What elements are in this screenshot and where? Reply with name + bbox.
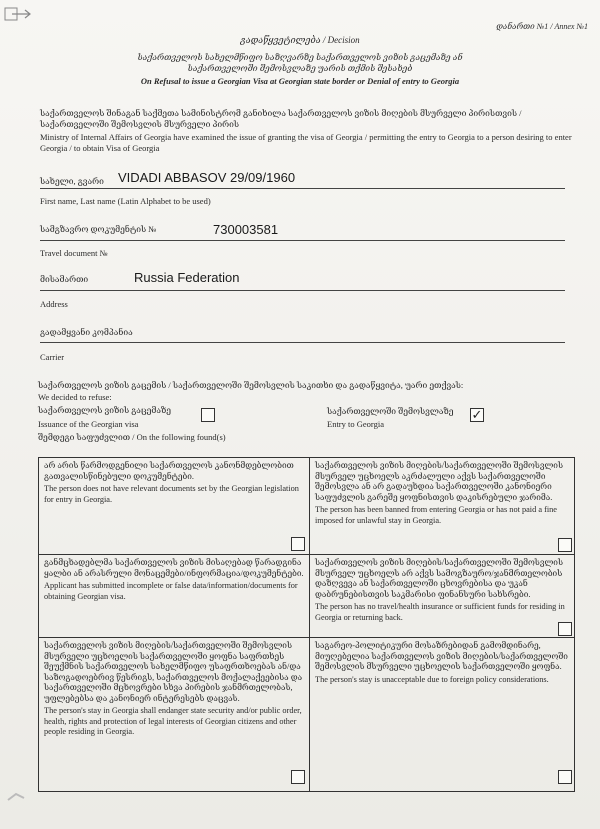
exit-arrow-icon	[4, 6, 32, 22]
intro-english: Ministry of Internal Affairs of Georgia have examined the issue of granting the visa of Georgia / permitting the entry to Georgia to a person desiring to enter Georgia / to obtain Visa of Georgia	[40, 132, 572, 153]
travel-doc-label-english: Travel document №	[40, 248, 108, 258]
visa-option-english: Issuance of the Georgian visa	[38, 419, 139, 429]
ground-text-georgian: საქართველოს ვიზის მიღების/საქართველოში შემოსვლის მსურველ უცხოელს აკრძალული აქვს საქართველოში შემოსვლა ან არ გადაუხდია საქართველოში კანონიერი საფუძვლის გარეშე ყოფნისთვის დაკისრებული ჯარიმა.	[315, 461, 563, 502]
travel-doc-value: 730003581	[213, 222, 279, 237]
document-title: გადაწყვეტილება / Decision	[240, 35, 360, 45]
entry-refusal-checkbox[interactable]: ✓	[471, 407, 483, 422]
grounds-label: შემდეგი საფუძვლით / On the following found(s)	[38, 432, 226, 442]
travel-doc-label-georgian: სამგზავრო დოკუმენტის №	[40, 224, 157, 234]
name-underline	[40, 188, 565, 189]
address-underline	[40, 290, 565, 291]
carrier-label-english: Carrier	[40, 352, 65, 362]
ground-security-checkbox[interactable]	[291, 770, 305, 784]
name-value: VIDADI ABBASOV 29/09/1960	[118, 170, 296, 185]
pen-mark-icon	[6, 790, 28, 804]
carrier-underline	[40, 342, 565, 343]
decision-english: We decided to refuse:	[38, 392, 112, 402]
name-label-georgian: სახელი, გვარი	[40, 176, 104, 186]
ground-text-english: The person does not have relevant documents set by the Georgian legislation for entry in Georgia.	[44, 484, 299, 504]
intro-georgian: საქართველოს შინაგან საქმეთა სამინისტრომ განიხილა საქართველოს ვიზის მიღების მსურველი პირისთვის / საქართველოში შემოსვლის მსურველი პირის	[40, 108, 522, 129]
ground-cell-foreign-policy	[310, 638, 574, 791]
ground-insurance-funds-checkbox[interactable]	[558, 622, 572, 636]
subtitle-georgian: საქართველოს სახელმწიფო საზღვარზე საქართველოს ვიზის გაცემაზე ან საქართველოში შემოსვლაზე უარის თქმის შესახებ	[137, 52, 463, 73]
name-label-english: First name, Last name (Latin Alphabet to be used)	[40, 196, 211, 206]
ground-text-english: The person has no travel/health insurance or sufficient funds for residing in Georgia or returning back.	[315, 602, 565, 622]
visa-option-georgian: საქართველოს ვიზის გაცემაზე	[38, 405, 172, 415]
ground-text-english: The person's stay is unacceptable due to foreign policy considerations.	[315, 674, 549, 684]
ground-text-georgian: საქართველოს ვიზის მიღების/საქართველოში შემოსვლის მსურველ უცხოელს არ აქვს სამოგზაურო/ჯანმრთელობის დაზღვევა ან საქართველოში ცხოვრებისა და უკან დაბრუნებისთვის საკმარისი ფინანსური სახსრები.	[315, 558, 563, 599]
grounds-grid	[38, 457, 575, 792]
ground-text-english: The person's stay in Georgia shall endanger state security and/or public order, health, rights and protection of legal interests of Georgian citizens and other people residing in Georgia.	[44, 706, 302, 736]
address-value: Russia Federation	[134, 270, 240, 285]
ground-text-english: Applicant has submitted incomplete or false data/information/documents for obtaining Georgian visa.	[44, 581, 298, 601]
ground-text-english: The person has been banned from entering Georgia or has not paid a fine imposed for unlawful stay in Georgia.	[315, 505, 557, 525]
ground-text-georgian: არ არის წარმოდგენილი საქართველოს კანონმდებლობით გათვალისწინებული დოკუმენტები.	[44, 461, 294, 481]
entry-option-georgian: საქართველოში შემოსვლაზე	[327, 406, 454, 416]
ground-cell-insurance-funds	[310, 555, 574, 637]
ground-text-georgian: საგარეო-პოლიტიკური მოსაზრებიდან გამომდინარე, მიუღებელია საქართველოს ვიზის მიღების/საქართველოში შემოსვლის მსურველი უცხოელის საქართველოში ყოფნა.	[315, 641, 568, 671]
ground-cell-banned	[310, 458, 574, 554]
address-label-georgian: მისამართი	[40, 274, 89, 284]
decision-georgian: საქართველოს ვიზის გაცემის / საქართველოში შემოსვლის საკითხი და გადაწყვიტა, უარი ეთქვას:	[38, 380, 464, 390]
carrier-label-georgian: გადამყვანი კომპანია	[40, 327, 133, 337]
ground-cell-false-data	[39, 555, 309, 637]
visa-refusal-checkbox[interactable]	[201, 408, 215, 422]
annex-number: დანართი №1 / Annex №1	[496, 22, 588, 31]
ground-cell-security	[39, 638, 309, 791]
travel-doc-underline	[40, 240, 565, 241]
ground-text-georgian: განმცხადებლმა საქართველოს ვიზის მისაღებად წარადგინა ყალბი ან არასრული მონაცემები/ინფორმაცია/დოკუმენტები.	[44, 558, 304, 578]
ground-foreign-policy-checkbox[interactable]	[558, 770, 572, 784]
ground-documents-checkbox[interactable]	[291, 537, 305, 551]
entry-option-english: Entry to Georgia	[327, 419, 384, 429]
ground-banned-checkbox[interactable]	[558, 538, 572, 552]
address-label-english: Address	[40, 299, 68, 309]
ground-text-georgian: საქართველოს ვიზის მიღების/საქართველოში შემოსვლის მსურველი უცხოელის საქართველოში ყოფნა საფრთხეს შეუქმნის საქართველოს სახელმწიფო უსაფრთხოებას ან/და საზოგადოებრივ წესრიგს, საქართველოს მოქალაქეებისა და საქართველოში მცხოვრები სხვა პირების ჯანმრთელობას, უფლებებსა და კანონიერ ინტერესებს დაცვას.	[44, 641, 303, 703]
ground-cell-documents	[39, 458, 309, 554]
subtitle-english: On Refusal to issue a Georgian Visa at Georgian state border or Denial of entry to Georgia	[140, 76, 460, 86]
